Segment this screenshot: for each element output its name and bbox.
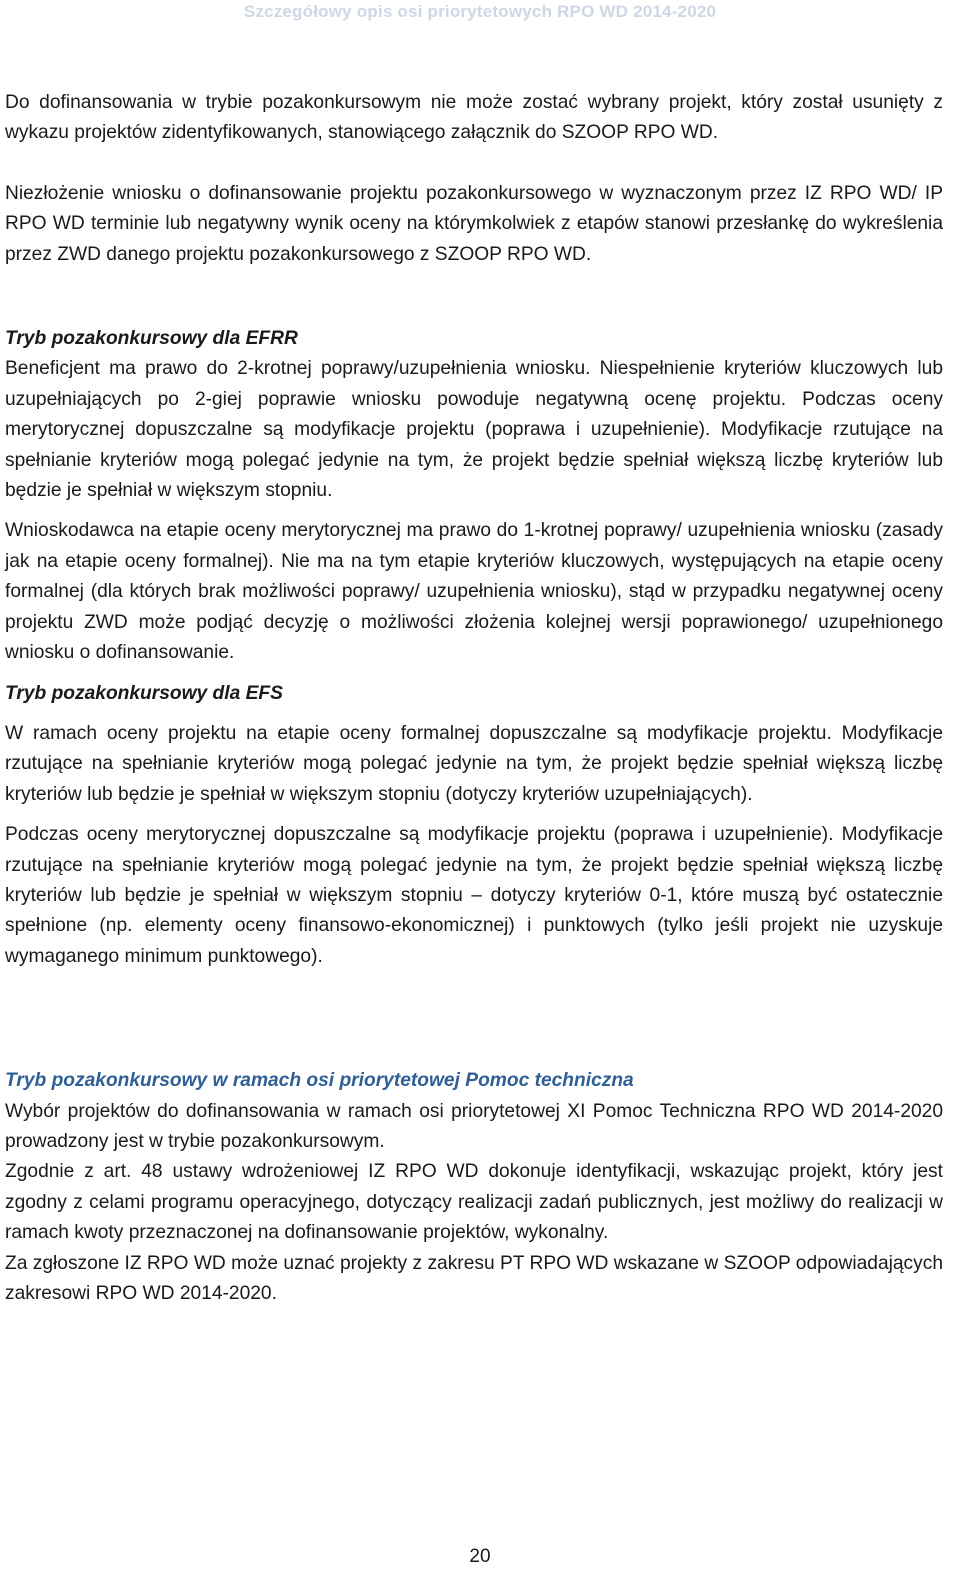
paragraph-efs-merit-evaluation: Podczas oceny merytorycznej dopuszczalne są modyfikacje projektu (poprawa i uzupełnienie). Modyfikacje rzutujące na spełnianie kryteriów mogą polegać jedynie na tym, że projekt będzie spełniał większą liczbę kryteriów lub będzie je spełniał w większym stopniu – dotyczy kryteriów 0-1, które muszą być ostatecznie spełnione (np. elementy oceny finansowo-ekonomicznej) i punktowych (tylko jeśli projekt nie uzyskuje wymaganego minimum punktowego).	[5, 824, 943, 967]
paragraph-efs-formal-evaluation: W ramach oceny projektu na etapie oceny formalnej dopuszczalne są modyfikacje projektu. Modyfikacje rzutujące na spełnianie kryteriów mogą polegać jedynie na tym, że projekt będzie spełniał większą liczbę kryteriów lub będzie je spełniał w większym stopniu (dotyczy kryteriów uzupełniających).	[5, 722, 943, 805]
paragraph-deletion-grounds: Niezłożenie wniosku o dofinansowanie projektu pozakonkursowego w wyznaczonym przez IZ RPO WD/ IP RPO WD terminie lub negatywny wynik oceny na którymkolwiek z etapów stanowi przesłankę do wykreślenia przez ZWD danego projektu pozakonkursowego z SZOOP RPO WD.	[5, 182, 943, 265]
section-heading-efrr: Tryb pozakonkursowy dla EFRR	[5, 328, 298, 350]
section-heading-efs: Tryb pozakonkursowy dla EFS	[5, 682, 283, 704]
paragraph-pt-reported-projects: Za zgłoszone IZ RPO WD może uznać projekty z zakresu PT RPO WD wskazane w SZOOP odpowiadających zakresowi RPO WD 2014-2020.	[5, 1252, 943, 1304]
section-heading-technical-assistance: Tryb pozakonkursowy w ramach osi priorytetowej Pomoc techniczna	[5, 1070, 634, 1092]
paragraph-removed-project: Do dofinansowania w trybie pozakonkursowym nie może zostać wybrany projekt, który został usunięty z wykazu projektów zidentyfikowanych, stanowiącego załącznik do SZOOP RPO WD.	[5, 92, 943, 144]
running-header: Szczegółowy opis osi priorytetowych RPO WD 2014-2020	[243, 2, 717, 21]
paragraph-efrr-merit-evaluation: Wnioskodawca na etapie oceny merytorycznej ma prawo do 1-krotnej poprawy/ uzupełnienia wniosku (zasady jak na etapie oceny formalnej). Nie ma na tym etapie kryteriów kluczowych, występujących na etapie oceny formalnej (dla których brak możliwości poprawy/ uzupełnienia wniosku), stąd w przypadku negatywnej oceny projektu ZWD może podjąć decyzję o możliwości złożenia kolejnej wersji poprawionego/ uzupełnionego wniosku o dofinansowanie.	[5, 520, 943, 664]
paragraph-pt-selection: Wybór projektów do dofinansowania w ramach osi priorytetowej XI Pomoc Techniczna RPO WD 2014-2020 prowadzony jest w trybie pozakonkursowym.	[5, 1100, 943, 1152]
page-number: 20	[469, 1546, 491, 1567]
document-body	[5, 88, 943, 1309]
section-technical-assistance	[5, 1066, 943, 1309]
section-efrr	[5, 324, 943, 668]
section-efs	[5, 679, 943, 973]
paragraph-pt-article-48: Zgodnie z art. 48 ustawy wdrożeniowej IZ RPO WD dokonuje identyfikacji, wskazując projekt, który jest zgodny z celami programu operacyjnego, dotyczący realizacji zadań publicznych, jest możliwy do realizacji w ramach kwoty przeznaczonej na dofinansowanie projektów, wykonalny.	[5, 1161, 943, 1244]
paragraph-efrr-corrections: Beneficjent ma prawo do 2-krotnej poprawy/uzupełnienia wniosku. Niespełnienie kryteriów kluczowych lub uzupełniających po 2-giej poprawie wniosku powoduje negatywną ocenę projektu. Podczas oceny merytorycznej dopuszczalne są modyfikacje projektu (poprawa i uzupełnienie). Modyfikacje rzutujące na spełnianie kryteriów mogą polegać jedynie na tym, że projekt będzie spełniał większą liczbę kryteriów lub będzie je spełniał w większym stopniu.	[5, 358, 943, 502]
